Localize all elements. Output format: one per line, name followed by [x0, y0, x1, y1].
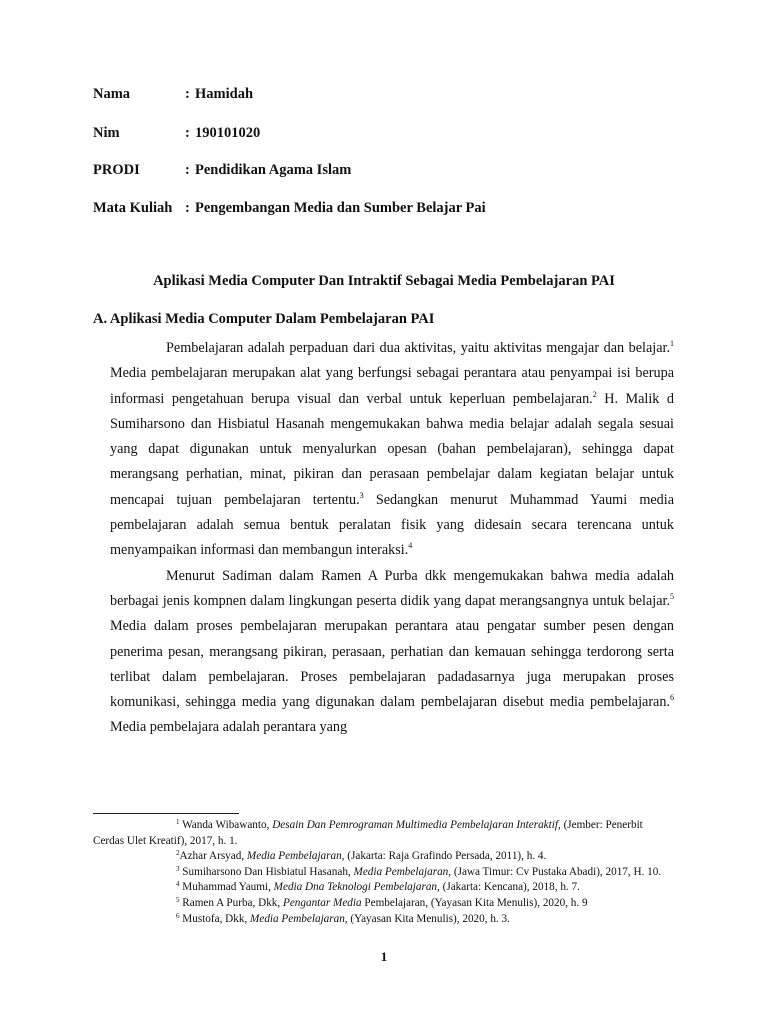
info-label: Mata Kuliah	[93, 200, 173, 216]
footnote-text: (Yayasan Kita Menulis), 2020, h. 3.	[347, 912, 510, 925]
footnote-ref: 2	[592, 389, 597, 399]
section-heading: A. Aplikasi Media Computer Dalam Pembelajaran PAI	[93, 311, 435, 327]
info-value: 190101020	[195, 125, 261, 141]
footnote-text: (Jawa Timur: Cv Pustaka Abadi), 2017, H. 10.	[451, 865, 662, 878]
footnote-title: Media Dna Teknologi Pembelajaran,	[273, 881, 440, 894]
footnote-text: (Jakarta: Raja Grafindo Persada, 2011), h. 4.	[344, 850, 547, 863]
paragraph	[110, 564, 674, 741]
paragraph-text: Menurut Sadiman dalam Ramen A Purba dkk mengemukakan bahwa media adalah berbagai jenis kompnen dalam lingkungan peserta didik yang dapat merangsangnya untuk belajar.	[110, 567, 674, 609]
footnote-title: Media Pembelajaran,	[353, 865, 452, 878]
info-colon: :	[185, 200, 190, 216]
footnote-title: Pengantar Media	[282, 896, 362, 909]
footnote	[93, 912, 676, 928]
footnote-number: 5	[176, 895, 180, 904]
footnote-number: 1	[176, 818, 180, 826]
paragraph-text: Media dalam proses pembelajaran merupakan perantara atau pengatar sumber pesen dengan penerima pesan, merangsang pikiran, perasaan, perhatian dan kemauan sehingga terdorong serta terlibat dalam pembelajaran. Proses pembelajaran padadasarnya juga merupakan proses komunikasi, sehingga media yang digunakan dalam pembelajaran disebut media pembelajaran.	[110, 618, 674, 711]
paragraph-text: Pembelajaran adalah perpaduan dari dua aktivitas, yaitu aktivitas mengajar dan belajar.	[166, 340, 670, 356]
paragraph-text: Media pembelajaran merupakan alat yang berfungsi sebagai perantara atau penyampai isi berupa informasi pengetahuan berupa visual dan verbal untuk keperluan pembelajaran.	[110, 365, 674, 407]
paragraph-text: Sedangkan menurut Muhammad Yaumi media pembelajaran adalah semua bentuk peralatan fisik yang didesain secara terencana untuk menyampaikan informasi dan membangun interaksi.	[110, 491, 674, 559]
footnote	[93, 818, 676, 849]
footnote	[93, 896, 676, 912]
info-value: Hamidah	[195, 86, 254, 102]
info-value: Pendidikan Agama Islam	[195, 162, 352, 178]
info-colon: :	[185, 125, 190, 141]
footnote-text: , (Jember: Penerbit Cerdas Ulet Kreatif), 2017, h. 1.	[93, 819, 643, 847]
footnote	[93, 849, 676, 865]
footnote-number: 3	[176, 864, 180, 873]
info-colon: :	[185, 162, 190, 178]
paragraph	[110, 336, 674, 564]
info-row-course	[93, 200, 486, 217]
footnote-text: Ramen A Purba, Dkk,	[182, 896, 283, 909]
footnote-ref: 3	[359, 490, 364, 500]
footnote-separator	[93, 813, 239, 814]
footnote-ref: 4	[408, 541, 413, 551]
info-label: Nim	[93, 125, 120, 141]
paragraph-text: Media pembelajara adalah perantara yang	[110, 719, 348, 736]
footnote	[93, 880, 676, 896]
footnote-text: Azhar Arsyad,	[179, 850, 247, 863]
info-row-prodi	[93, 162, 351, 179]
paragraph-text: H. Malik d Sumiharsono dan Hisbiatul Hasanah mengemukakan bahwa media belajar adalah segala sesuai yang dapat digunakan untuk menyalurkan opesan (bahan pembelajaran), sehingga dapat merangsang perhatian, minat, pikiran dan perasaan pembelajar dalam kegiatan belajar untuk mencapai tujuan pembelajaran tertentu.	[110, 390, 674, 508]
footnote-text: Mustofa, Dkk,	[182, 912, 251, 925]
footnote-text: Pembelajaran, (Yayasan Kita Menulis), 2020, h. 9	[361, 896, 588, 909]
body-text	[110, 336, 674, 741]
footnote-title: Media Pembelajaran,	[246, 850, 345, 863]
footnote-text: Muhammad Yaumi,	[182, 881, 274, 894]
footnote-title: Desain Dan Pemrograman Multimedia Pembelajaran Interaktif	[272, 819, 558, 831]
footnote-text: Wanda Wibawanto,	[182, 819, 273, 831]
info-colon: :	[185, 86, 190, 102]
document-title: Aplikasi Media Computer Dan Intraktif Sebagai Media Pembelajaran PAI	[153, 273, 615, 289]
footnote-text: (Jakarta: Kencana), 2018, h. 7.	[439, 881, 580, 894]
footnote-text: Sumiharsono Dan Hisbiatul Hasanah,	[182, 865, 354, 878]
footnote	[93, 865, 676, 881]
info-label: Nama	[93, 86, 131, 102]
footnote-title: Media Pembelajaran,	[250, 912, 348, 925]
footnote-ref: 5	[670, 591, 674, 601]
footnote-number: 6	[176, 911, 180, 920]
footnotes	[93, 818, 676, 927]
info-row-name	[93, 86, 253, 103]
info-label: PRODI	[93, 162, 140, 178]
info-value: Pengembangan Media dan Sumber Belajar Pai	[195, 200, 486, 216]
footnote-ref: 6	[670, 693, 674, 703]
footnote-number: 4	[176, 880, 180, 889]
footnote-number: 2	[176, 849, 180, 858]
page-number: 1	[380, 949, 388, 964]
info-row-nim	[93, 125, 260, 142]
footnote-ref: 1	[670, 339, 674, 348]
